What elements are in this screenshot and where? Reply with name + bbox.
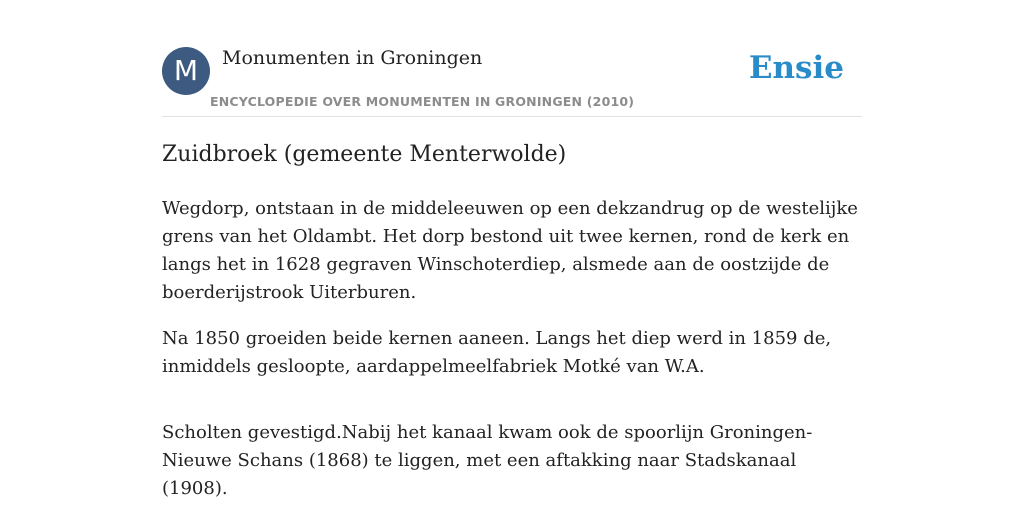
brand-logo[interactable]: Ensie xyxy=(748,50,844,86)
source-title-link[interactable]: Monumenten in Groningen xyxy=(222,47,483,69)
source-subtitle: ENCYCLOPEDIE OVER MONUMENTEN IN GRONINGEN (2010) xyxy=(210,94,635,109)
article xyxy=(162,138,862,512)
article-title: Zuidbroek (gemeente Menterwolde) xyxy=(162,142,567,167)
article-paragraph: Na 1850 groeiden beide kernen aaneen. Langs het diep werd in 1859 de, inmiddels gesloopte, aardappelmeelfabriek Motké van W.A. xyxy=(162,328,832,377)
source-avatar[interactable]: M xyxy=(162,47,210,95)
article-paragraph: Scholten gevestigd.Nabij het kanaal kwam ook de spoorlijn Groningen-Nieuwe Schans (1868) te liggen, met een aftakking naar Stadskanaal (1908). xyxy=(162,422,813,499)
article-paragraph: Wegdorp, ontstaan in de middeleeuwen op een dekzandrug op de westelijke grens van het Oldambt. Het dorp bestond uit twee kernen, rond de kerk en langs het in 1628 gegraven Winschoterdiep, alsmede aan de oostzijde de boerderijstrook Uiterburen. xyxy=(162,198,858,303)
source-header xyxy=(162,44,862,117)
